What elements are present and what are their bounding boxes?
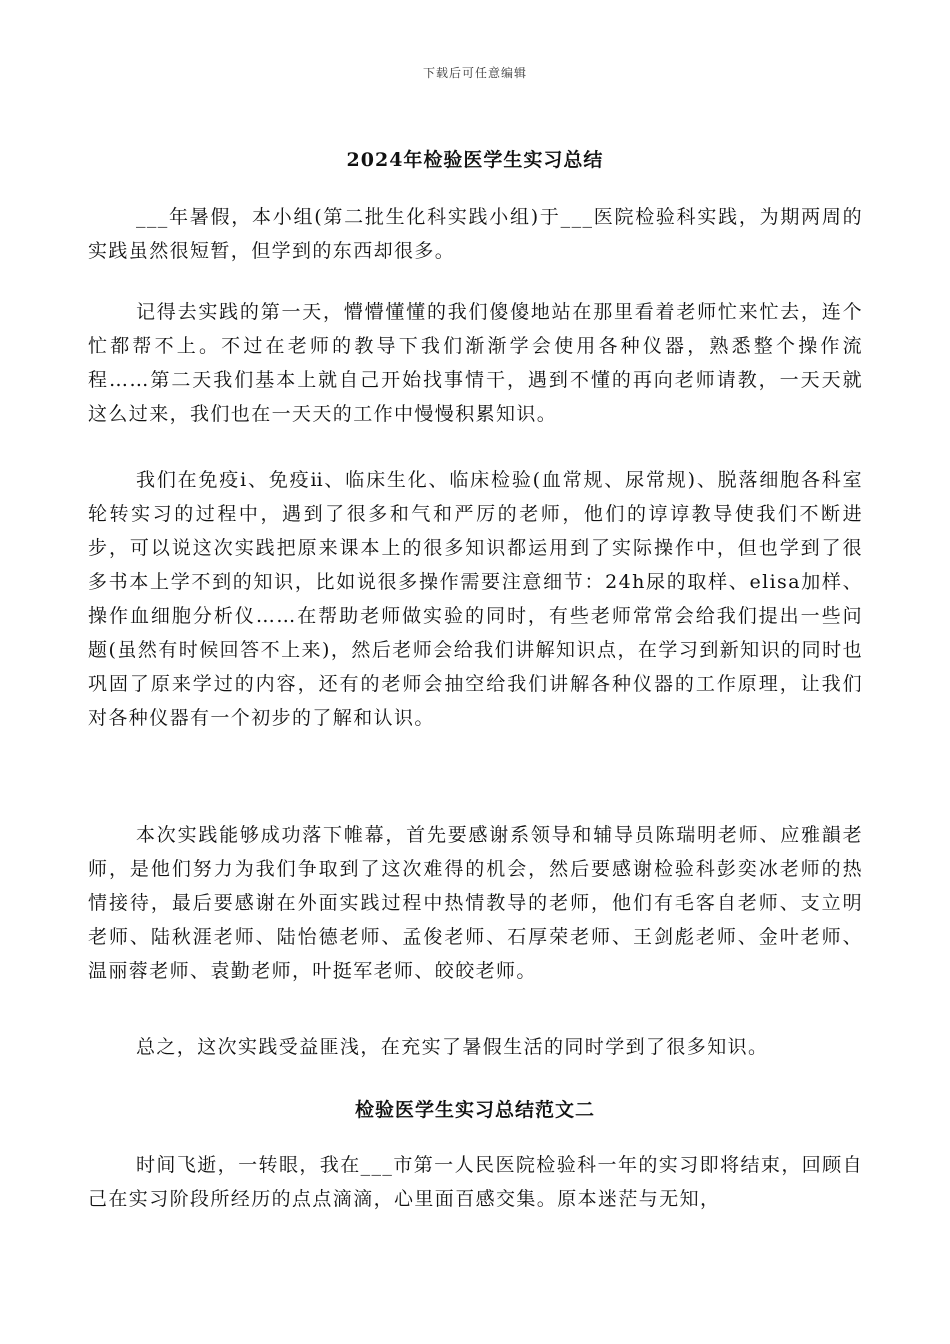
- paragraph-rotation: 我们在免疫ⅰ、免疫ⅱ、临床生化、临床检验(血常规、尿常规)、脱落细胞各科室轮转实习的过程中，遇到了很多和气和严厉的老师，他们的谆谆教导使我们不断进步，可以说这次实践把原来课本上的很多知识都运用到了实际操作中，但也学到了很多书本上学不到的知识，比如说很多操作需要注意细节：24h尿的取样、elisa加样、操作血细胞分析仪……在帮助老师做实验的同时，有些老师常常会给我们提出一些问题(虽然有时候回答不上来)，然后老师会给我们讲解知识点，在学习到新知识的同时也巩固了原来学过的内容，还有的老师会抽空给我们讲解各种仪器的工作原理，让我们对各种仪器有一个初步的了解和认识。: [88, 469, 863, 729]
- paragraph-first-day: 记得去实践的第一天，懵懵懂懂的我们傻傻地站在那里看着老师忙来忙去，连个忙都帮不上。不过在老师的教导下我们渐渐学会使用各种仪器，熟悉整个操作流程……第二天我们基本上就自己开始找事情干，遇到不懂的再向老师请教，一天天就这么过来，我们也在一天天的工作中慢慢积累知识。: [88, 301, 863, 425]
- paragraph-thanks: 本次实践能够成功落下帷幕，首先要感谢系领导和辅导员陈瑞明老师、应雅韻老师，是他们努力为我们争取到了这次难得的机会，然后要感谢检验科彭奕冰老师的热情接待，最后要感谢在外面实践过程中热情教导的老师，他们有毛客自老师、支立明老师、陆秋涯老师、陆怡德老师、孟俊老师、石厚荣老师、王剑彪老师、金叶老师、温丽蓉老师、袁勤老师，叶挺军老师、皎皎老师。: [88, 824, 863, 982]
- paragraph-conclusion: 总之，这次实践受益匪浅，在充实了暑假生活的同时学到了很多知识。: [136, 1036, 769, 1058]
- header-note: 下载后可任意编辑: [422, 66, 527, 80]
- paragraph-intro: ___年暑假，本小组(第二批生化科实践小组)于___医院检验科实践，为期两周的实践虽然很短暂，但学到的东西却很多。: [88, 206, 863, 262]
- section-two-title: 检验医学生实习总结范文二: [354, 1099, 595, 1121]
- section-two-paragraph: 时间飞逝，一转眼，我在___市第一人民医院检验科一年的实习即将结束，回顾自己在实习阶段所经历的点点滴滴，心里面百感交集。原本迷茫与无知，: [88, 1154, 863, 1210]
- document-title: 2024年检验医学生实习总结: [346, 149, 604, 171]
